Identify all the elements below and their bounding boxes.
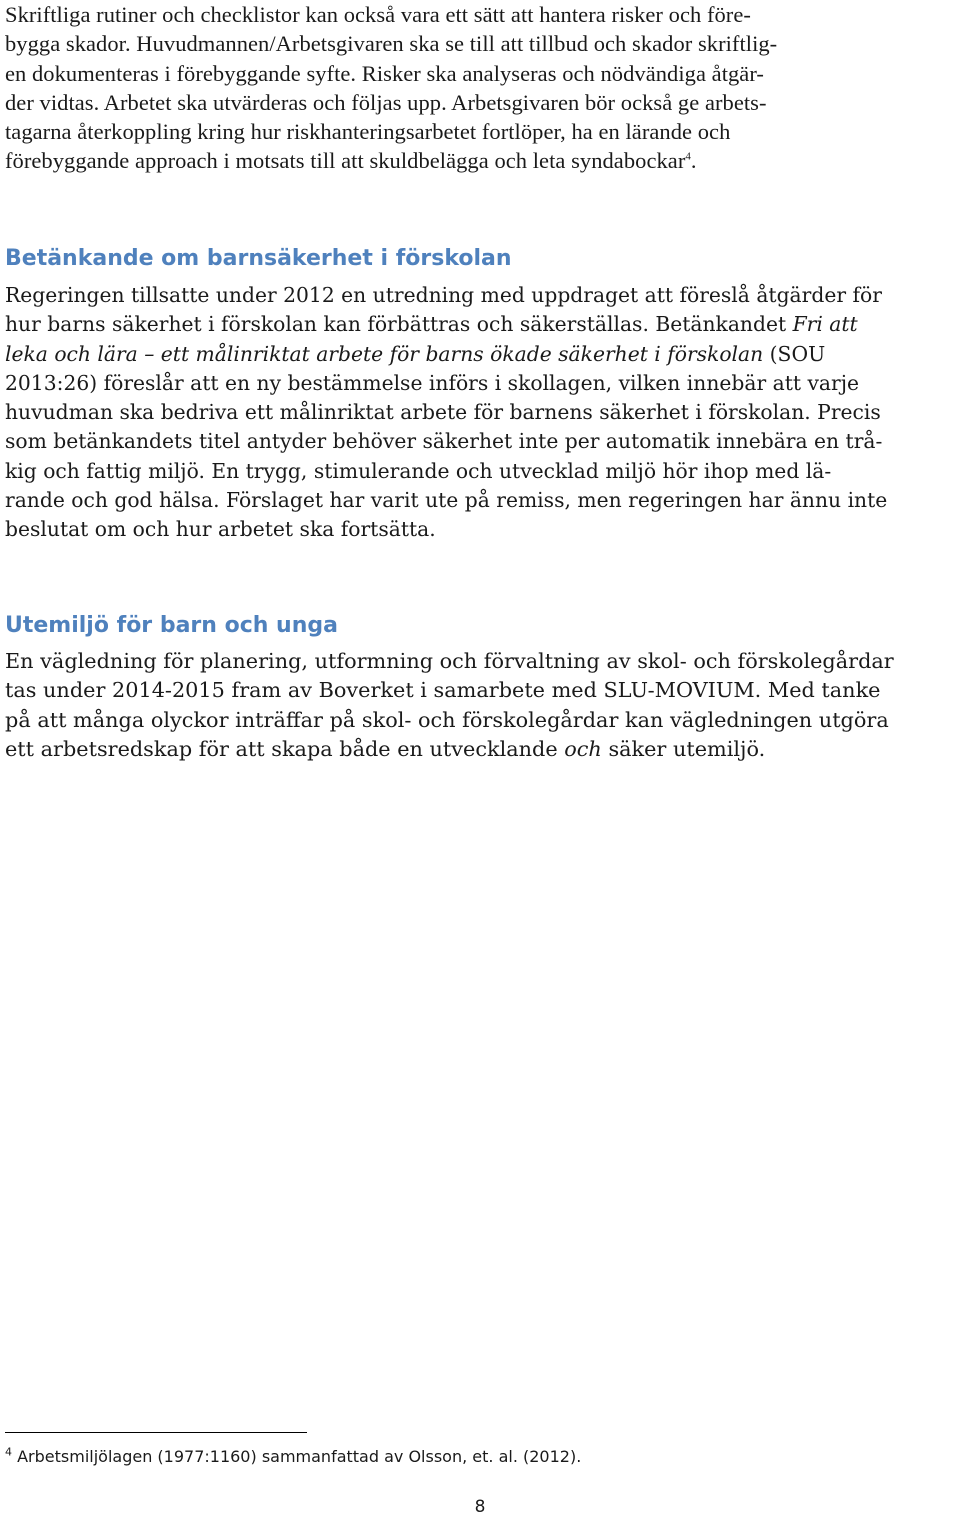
text-run: huvudman ska bedriva ett målinriktat arbete för barnens säkerhet i förskolan. Precis: [5, 400, 881, 425]
report-title-italic: Fri att: [792, 312, 858, 337]
section-2-line: [5, 706, 955, 735]
section-1-line: [5, 515, 955, 544]
footnote-separator: [5, 1432, 307, 1433]
text-run: beslutat om och hur arbetet ska fortsätta.: [5, 517, 436, 542]
section-heading-utemiljo: Utemiljö för barn och unga: [5, 613, 338, 638]
text-run: (SOU: [763, 341, 826, 366]
text-run: ett arbetsredskap för att skapa både en utvecklande: [5, 736, 565, 761]
intro-line-text: förebyggande approach i motsats till att skuldbelägga och leta syndabockar: [5, 148, 686, 174]
text-run: säker utemiljö.: [601, 736, 766, 761]
page-number: 8: [474, 1497, 486, 1517]
report-title-italic: leka och lära – ett målinriktat arbete för barns ökade säkerhet i förskolan: [5, 341, 764, 366]
footnote-reference[interactable]: 4: [685, 150, 691, 163]
section-1-line: [5, 427, 955, 456]
text-run: 2013:26) föreslår att en ny bestämmelse införs i skollagen, vilken innebär att varje: [5, 370, 860, 395]
text-run: Regeringen tillsatte under 2012 en utredning med uppdraget att föreslå åtgärder för: [5, 283, 882, 307]
intro-line: der vidtas. Arbetet ska utvärderas och följas upp. Arbetsgivaren bör också ge arbets-: [5, 89, 767, 115]
text-run: på att många olyckor inträffar på skol- och förskolegårdar kan vägledningen utgöra: [5, 707, 889, 732]
section-2-line: [5, 647, 955, 676]
text-run: En vägledning för planering, utformning och förvaltning av skol- och förskolegårdar: [5, 649, 894, 673]
section-1-line: [5, 369, 955, 398]
section-1-paragraph: [5, 281, 955, 545]
intro-line: tagarna återkoppling kring hur riskhanteringsarbetet fortlöper, ha en lärande och: [5, 119, 731, 145]
intro-line: bygga skador. Huvudmannen/Arbetsgivaren ska se till att tillbud och skador skriftlig-: [5, 31, 778, 57]
section-1-line: [5, 457, 955, 486]
text-run: hur barns säkerhet i förskolan kan förbättras och säkerställas. Betänkandet: [5, 312, 793, 337]
intro-end-punctuation: .: [690, 148, 697, 174]
section-1-line: [5, 398, 955, 427]
intro-line: Skriftliga rutiner och checklistor kan också vara ett sätt att hantera risker och före-: [5, 2, 751, 27]
section-2-paragraph: [5, 647, 955, 764]
intro-line: en dokumenteras i förebyggande syfte. Risker ska analyseras och nödvändiga åtgär-: [5, 60, 764, 86]
emphasis-italic: och: [564, 736, 602, 761]
footnote-text: Arbetsmiljölagen (1977:1160) sammanfattad av Olsson, et. al. (2012).: [17, 1447, 582, 1466]
footnote-marker: 4: [5, 1445, 12, 1459]
section-heading-barnsakerhet: Betänkande om barnsäkerhet i förskolan: [5, 246, 512, 271]
section-1-line: [5, 340, 955, 369]
section-2-line: [5, 676, 955, 705]
intro-line-last: [5, 146, 955, 175]
section-1-line: [5, 281, 955, 310]
text-run: som betänkandets titel antyder behöver säkerhet inte per automatik innebära en trå-: [5, 429, 883, 454]
text-run: kig och fattig miljö. En trygg, stimulerande och utvecklad miljö hör ihop med lä-: [5, 458, 832, 483]
section-1-line: [5, 310, 955, 339]
section-2-line: [5, 735, 955, 764]
text-run: rande och god hälsa. Förslaget har varit ute på remiss, men regeringen har ännu inte: [5, 488, 888, 513]
section-1-line: [5, 486, 955, 515]
footnote: [5, 1446, 581, 1468]
text-run: tas under 2014-2015 fram av Boverket i samarbete med SLU-MOVIUM. Med tanke: [5, 678, 881, 703]
intro-paragraph: [5, 0, 955, 176]
